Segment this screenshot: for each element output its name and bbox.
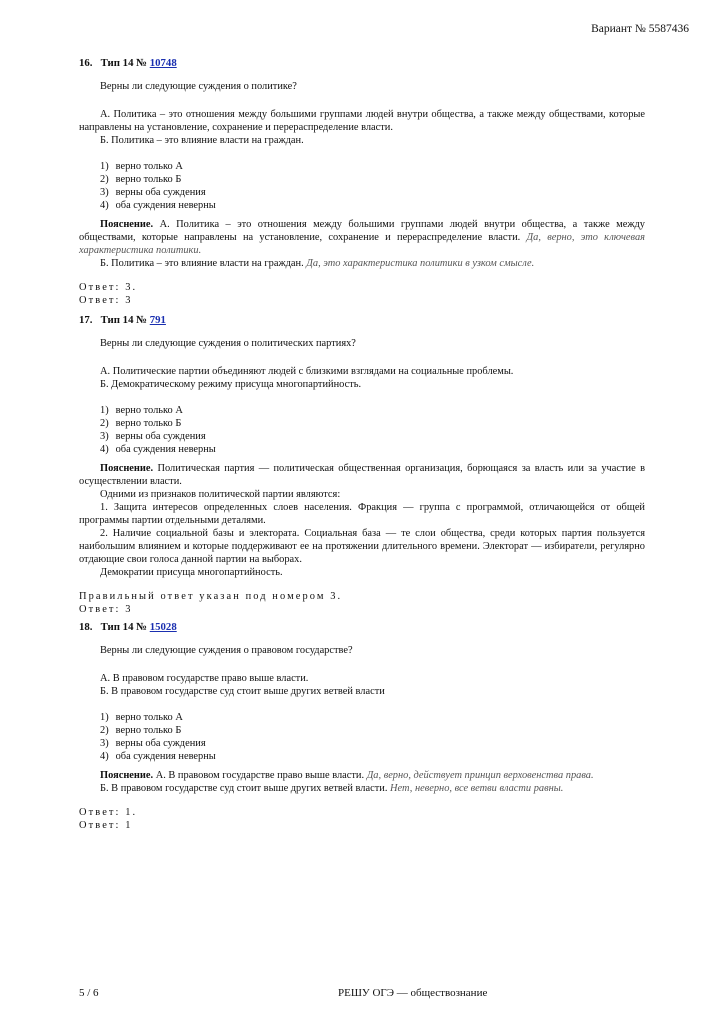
explanation-line: Пояснение. А. Политика – это отношения между большими группами людей внутри общества, а также между обществами, которые направлены на установление, сохранение и перераспределение власти. Да, верно, это ключевая характеристика политики.: [79, 219, 645, 256]
statement-a: А. Политические партии объединяют людей с близкими взглядами на социальные проблемы.: [100, 366, 514, 377]
option: 3) верны оба суждения: [100, 187, 206, 198]
task-id-link[interactable]: 791: [149, 314, 166, 326]
task-id-link[interactable]: 15028: [149, 621, 177, 633]
variant-number: Вариант № 5587436: [591, 23, 689, 35]
option: 3) верны оба суждения: [100, 431, 206, 442]
option: 4) оба суждения неверны: [100, 444, 216, 455]
option: 1) верно только А: [100, 712, 183, 723]
answer-line: Ответ: 3: [79, 295, 133, 306]
explanation-line: 2. Наличие социальной базы и электората. Социальная база — те слои общества, среди которых партия пользуется наибольшим влиянием и которые поддерживают ее на протяжении длительного времени. Электорат — избиратели, регулярно отдающие свои голоса данной партии на выборах.: [79, 528, 645, 565]
option: 4) оба суждения неверны: [100, 200, 216, 211]
task-header: [79, 57, 645, 70]
statement-b: Б. В правовом государстве суд стоит выше других ветвей власти: [100, 686, 385, 697]
answer-line: Ответ: 1.: [79, 807, 138, 818]
question-text: Верны ли следующие суждения о политике?: [100, 81, 297, 92]
option: 1) верно только А: [100, 161, 183, 172]
answer-line: Ответ: 3.: [79, 282, 138, 293]
explanation-line: Пояснение. А. В правовом государстве право выше власти. Да, верно, действует принцип верховенства права.: [100, 770, 594, 781]
task-number: 17.: [79, 314, 93, 326]
explanation-line: Пояснение. Политическая партия — политическая общественная организация, борющаяся за власть или за участие в осуществлении власти.: [79, 463, 645, 487]
task-18: [79, 621, 645, 832]
task-type: Тип 14 №: [100, 621, 148, 633]
answer-line: Правильный ответ указан под номером 3.: [79, 591, 343, 602]
statement-b: Б. Политика – это влияние власти на граждан.: [100, 135, 304, 146]
task-number: 18.: [79, 621, 93, 633]
statement-b: Б. Демократическому режиму присуща многопартийность.: [100, 379, 362, 390]
options-list: [100, 404, 645, 456]
explanation-line: Б. Политика – это влияние власти на граждан. Да, это характеристика политики в узком смысле.: [100, 258, 535, 269]
question-text: Верны ли следующие суждения о политических партиях?: [100, 338, 356, 349]
task-type: Тип 14 №: [100, 57, 148, 69]
answer-line: Ответ: 3: [79, 604, 133, 615]
option: 2) верно только Б: [100, 418, 182, 429]
answer-line: Ответ: 1: [79, 820, 133, 831]
option: 4) оба суждения неверны: [100, 751, 216, 762]
explanation-line: Демократии присуща многопартийность.: [100, 567, 283, 578]
task-id-link[interactable]: 10748: [149, 57, 177, 69]
task-16: [79, 57, 645, 307]
task-type: Тип 14 №: [100, 314, 148, 326]
statement-a: А. Политика – это отношения между большими группами людей внутри общества, а также между обществами, которые направлены на установление, сохранение и перераспределение власти.: [79, 109, 645, 133]
task-header: [79, 314, 645, 327]
options-list: [100, 160, 645, 212]
task-header: [79, 621, 645, 634]
options-list: [100, 711, 645, 763]
task-number: 16.: [79, 57, 93, 69]
question-text: Верны ли следующие суждения о правовом государстве?: [100, 645, 353, 656]
page-number: 5 / 6: [79, 987, 99, 999]
option: 2) верно только Б: [100, 174, 182, 185]
explanation-line: Б. В правовом государстве суд стоит выше других ветвей власти. Нет, неверно, все ветви власти равны.: [100, 783, 564, 794]
task-17: [79, 314, 645, 616]
explanation-line: Одними из признаков политической партии являются:: [100, 489, 341, 500]
footer-site-title: РЕШУ ОГЭ — обществознание: [338, 987, 488, 999]
option: 2) верно только Б: [100, 725, 182, 736]
statement-a: А. В правовом государстве право выше власти.: [100, 673, 309, 684]
explanation-line: 1. Защита интересов определенных слоев населения. Фракция — группа с программой, отличающейся от общей программы партии отдельными деталями.: [79, 502, 645, 526]
option: 3) верны оба суждения: [100, 738, 206, 749]
option: 1) верно только А: [100, 405, 183, 416]
